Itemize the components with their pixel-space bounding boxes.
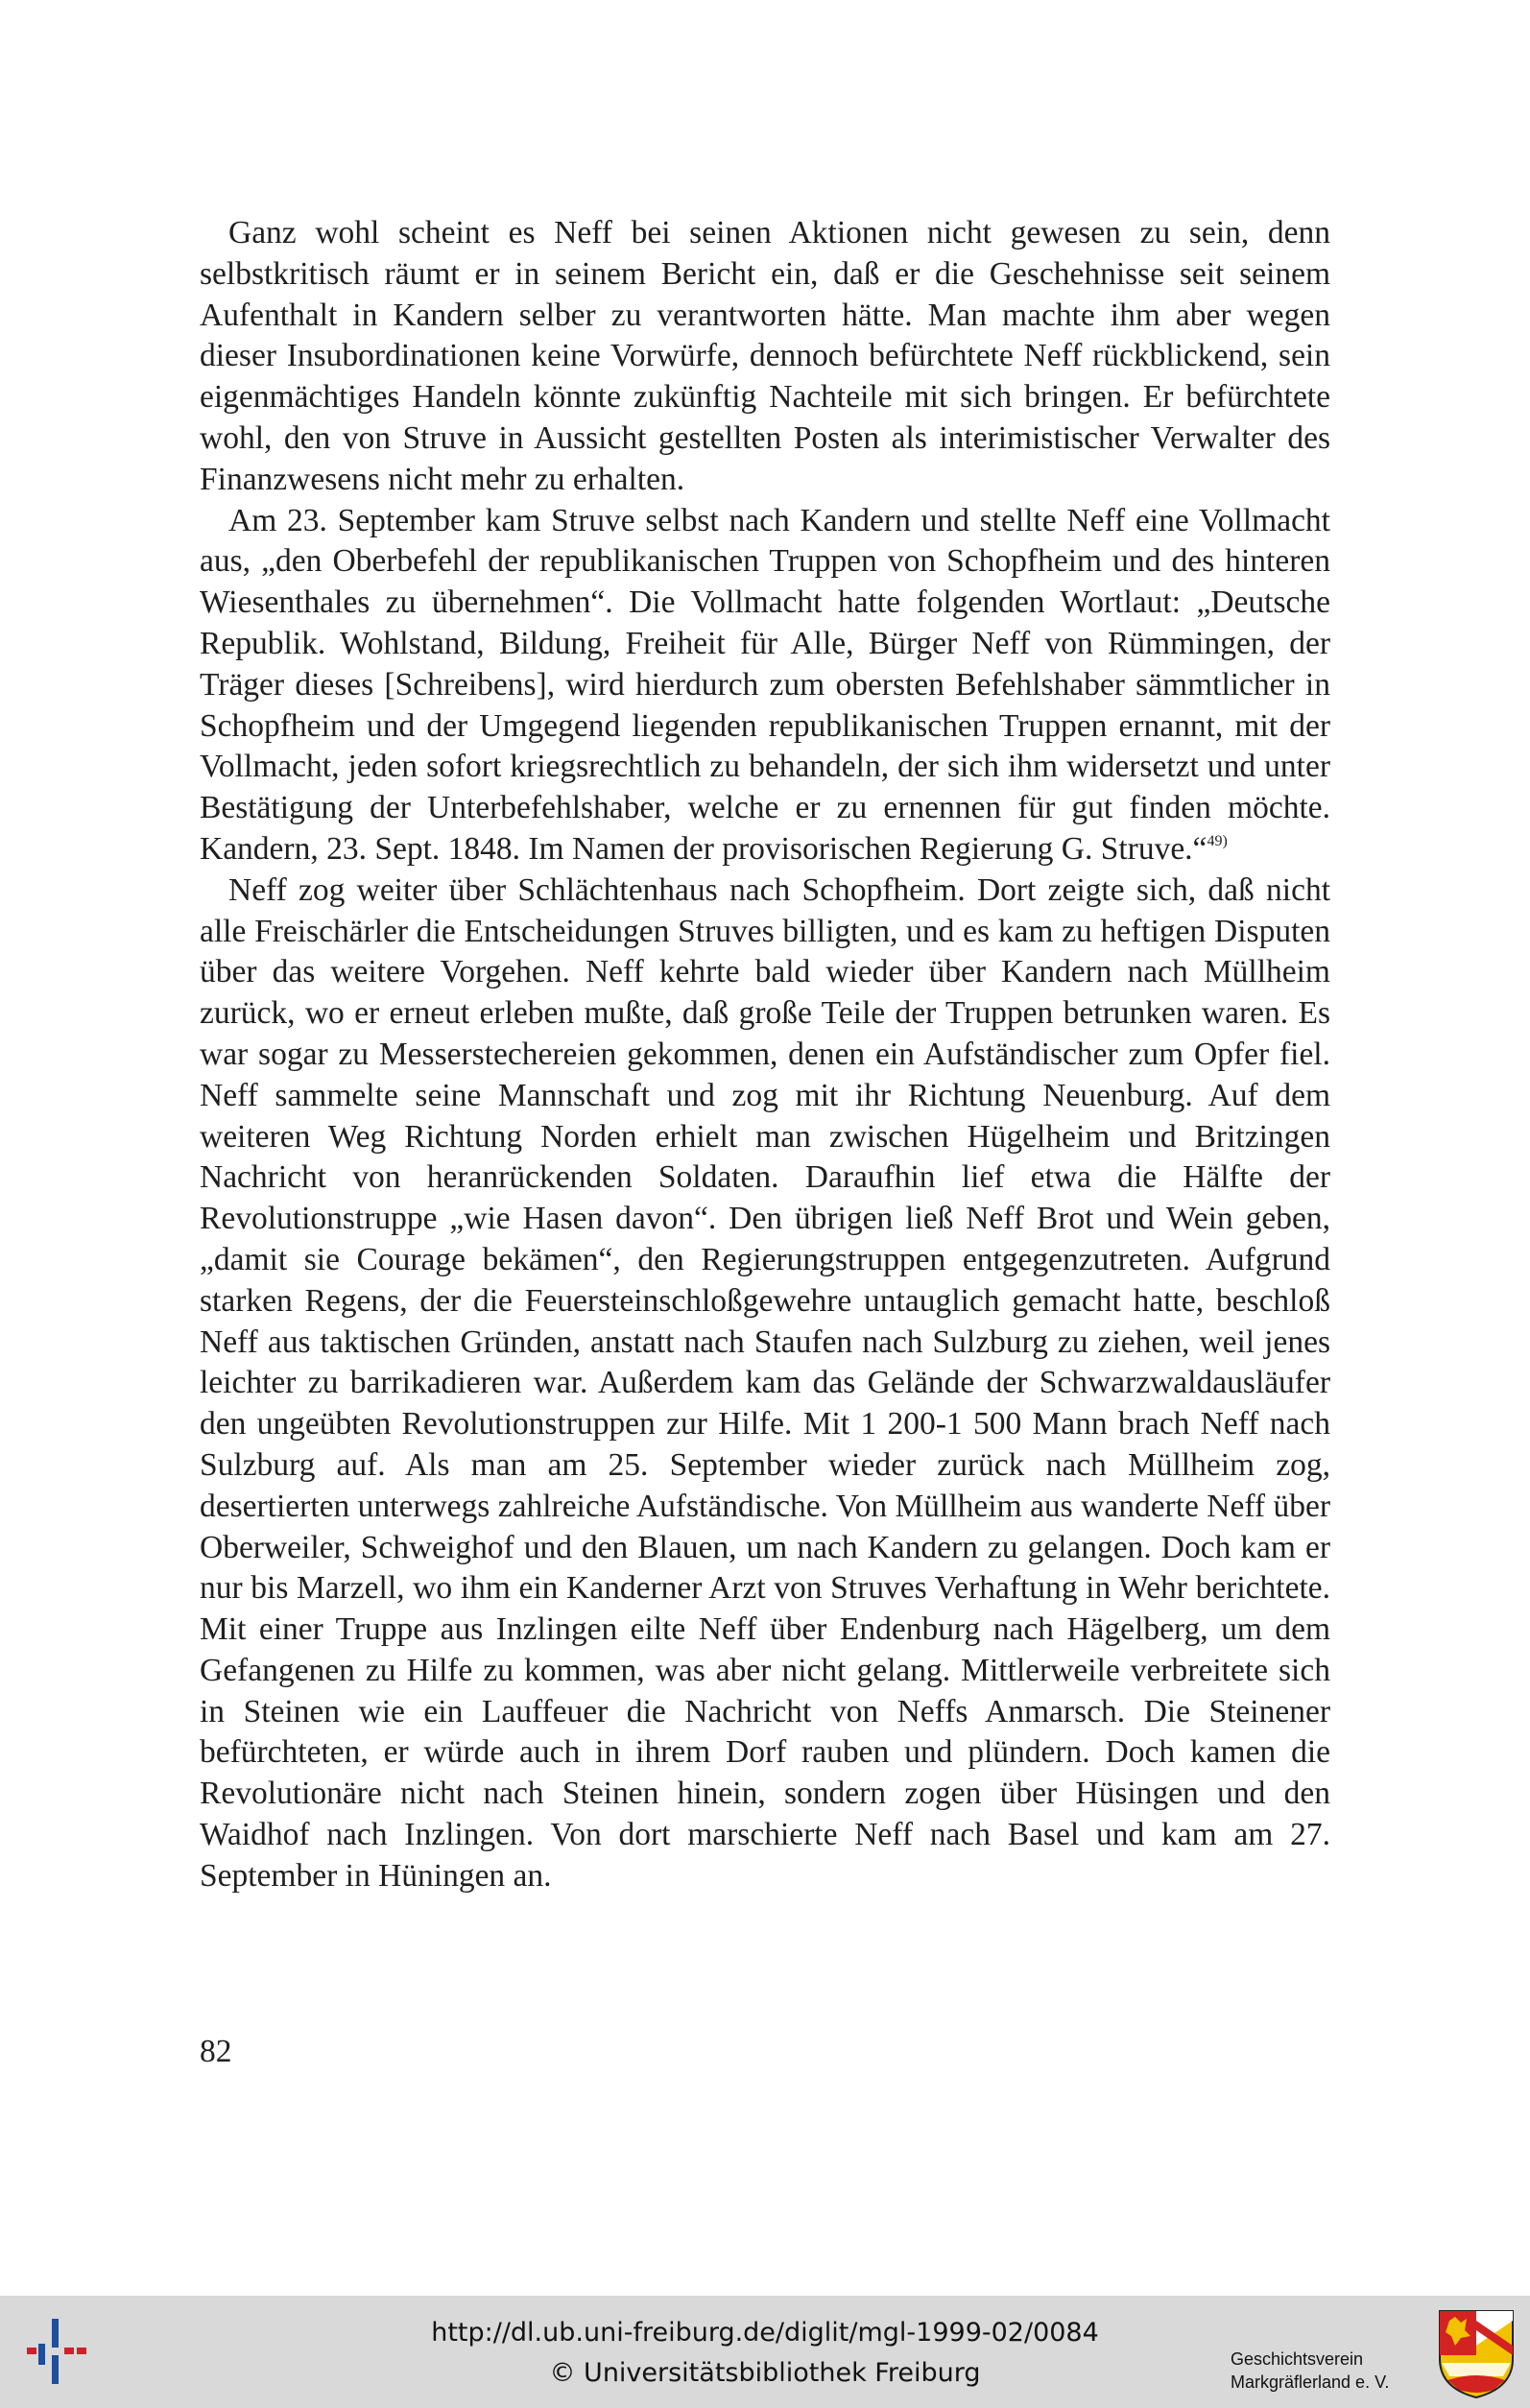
society-name-line1: Geschichtsverein bbox=[1231, 2349, 1364, 2369]
paragraph-3: Neff zog weiter über Schlächtenhaus nach Schopfheim. Dort zeigte sich, daß nicht alle Freischärler die Entscheidungen Struves billigten, und es kam zu heftigen Disputen über das weitere Vorgehen. Neff kehrte bald wieder über Kandern nach Müllheim zurück, wo er erneut erleben mußte, daß große Teile der Truppen betrunken waren. Es war sogar zu Messerstechereien gekommen, denen ein Aufständischer zum Opfer fiel. Neff sammelte seine Mannschaft und zog mit ihr Richtung Neuenburg. Auf dem weiteren Weg Richtung Norden erhielt man zwischen Hügelheim und Britzingen Nachricht von heranrückenden Soldaten. Daraufhin lief etwa die Hälfte der Revolutionstruppe „wie Hasen davon“. Den übrigen ließ Neff Brot und Wein geben, „damit sie Courage bekämen“, den Regierungstruppen entgegenzutreten. Aufgrund starken Regens, der die Feuersteinschloßgewehre untauglich gemacht hatte, beschloß Neff aus taktischen Gründen, anstatt nach Staufen nach Sulzburg zu ziehen, weil jenes leichter zu barrikadieren war. Außerdem kam das Gelände der Schwarzwaldausläufer den ungeübten Revolutionstruppen zur Hilfe. Mit 1 200-1 500 Mann brach Neff nach Sulzburg auf. Als man am 25. September wieder zurück nach Müllheim zog, desertierten unterwegs zahlreiche Aufständische. Von Müllheim aus wanderte Neff über Oberweiler, Schweighof und den Blauen, um nach Kandern zu gelangen. Doch kam er nur bis Marzell, wo ihm ein Kanderner Arzt von Struves Verhaftung in Wehr berichtete. Mit einer Truppe aus Inzlingen eilte Neff über Endenburg nach Hägelberg, um dem Gefangenen zu Hilfe zu kommen, was aber nicht gelang. Mittlerweile verbreitete sich in Steinen wie ein Lauffeuer die Nachricht von Neffs Anmarsch. Die Steinener befürchteten, er würde auch in ihrem Dorf rauben und plündern. Doch kamen die Revolutionäre nicht nach Steinen hinein, sondern zogen über Hüsingen und den Waidhof nach Inzlingen. Von dort marschierte Neff nach Basel und kam am 27. September in Hüningen an. bbox=[200, 871, 1330, 1894]
markgraeflerland-crest-icon bbox=[1436, 2307, 1517, 2399]
society-name bbox=[1231, 2348, 1422, 2394]
footnote-marker: 49) bbox=[1207, 832, 1228, 849]
society-name-line2: Markgräflerland e. V. bbox=[1231, 2372, 1390, 2392]
footer-copyright: © Universitätsbibliothek Freiburg bbox=[549, 2358, 981, 2388]
paragraph-2-text: Am 23. September kam Struve selbst nach Kandern und stellte Neff eine Vollmacht aus, „den Oberbefehl der republikanischen Truppen von Schopfheim und des hinteren Wiesenthales zu übernehmen“. Die Vollmacht hatte folgenden Wortlaut: „Deutsche Republik. Wohlstand, Bildung, Freiheit für Alle, Bürger Neff von Rümmingen, der Träger dieses [Schreibens], wird hierdurch zum obersten Befehlshaber sämmtlicher in Schopfheim und der Umgegend liegenden republikanischen Truppen ernannt, mit der Vollmacht, jeden sofort kriegsrechtlich zu behandeln, der sich ihm widersetzt und unter Bestätigung der Unterbefehlshaber, welche er zu ernennen für gut finden möchte. Kandern, 23. Sept. 1848. Im Namen der provisorischen Regierung G. Struve.“ bbox=[200, 502, 1330, 867]
footer-url-link[interactable]: http://dl.ub.uni-freiburg.de/diglit/mgl-1999-02/0084 bbox=[431, 2318, 1099, 2348]
body-text bbox=[200, 213, 1330, 1897]
footer-bar bbox=[0, 2296, 1530, 2408]
paragraph-1: Ganz wohl scheint es Neff bei seinen Aktionen nicht gewesen zu sein, denn selbstkritisch räumt er in seinem Bericht ein, daß er die Geschehnisse seit seinem Aufenthalt in Kandern selber zu verantworten hätte. Man machte ihm aber wegen dieser Insubordinationen keine Vorwürfe, dennoch befürchtete Neff rückblickend, sein eigenmächtiges Handeln könnte zukünftig Nachteile mit sich bringen. Er befürchtete wohl, den von Struve in Aussicht gestellten Posten als interimistischer Verwalter des Finanzwesens nicht mehr zu erhalten. bbox=[200, 215, 1330, 497]
page-number: 82 bbox=[200, 2034, 232, 2069]
paragraph-2 bbox=[200, 501, 1330, 870]
